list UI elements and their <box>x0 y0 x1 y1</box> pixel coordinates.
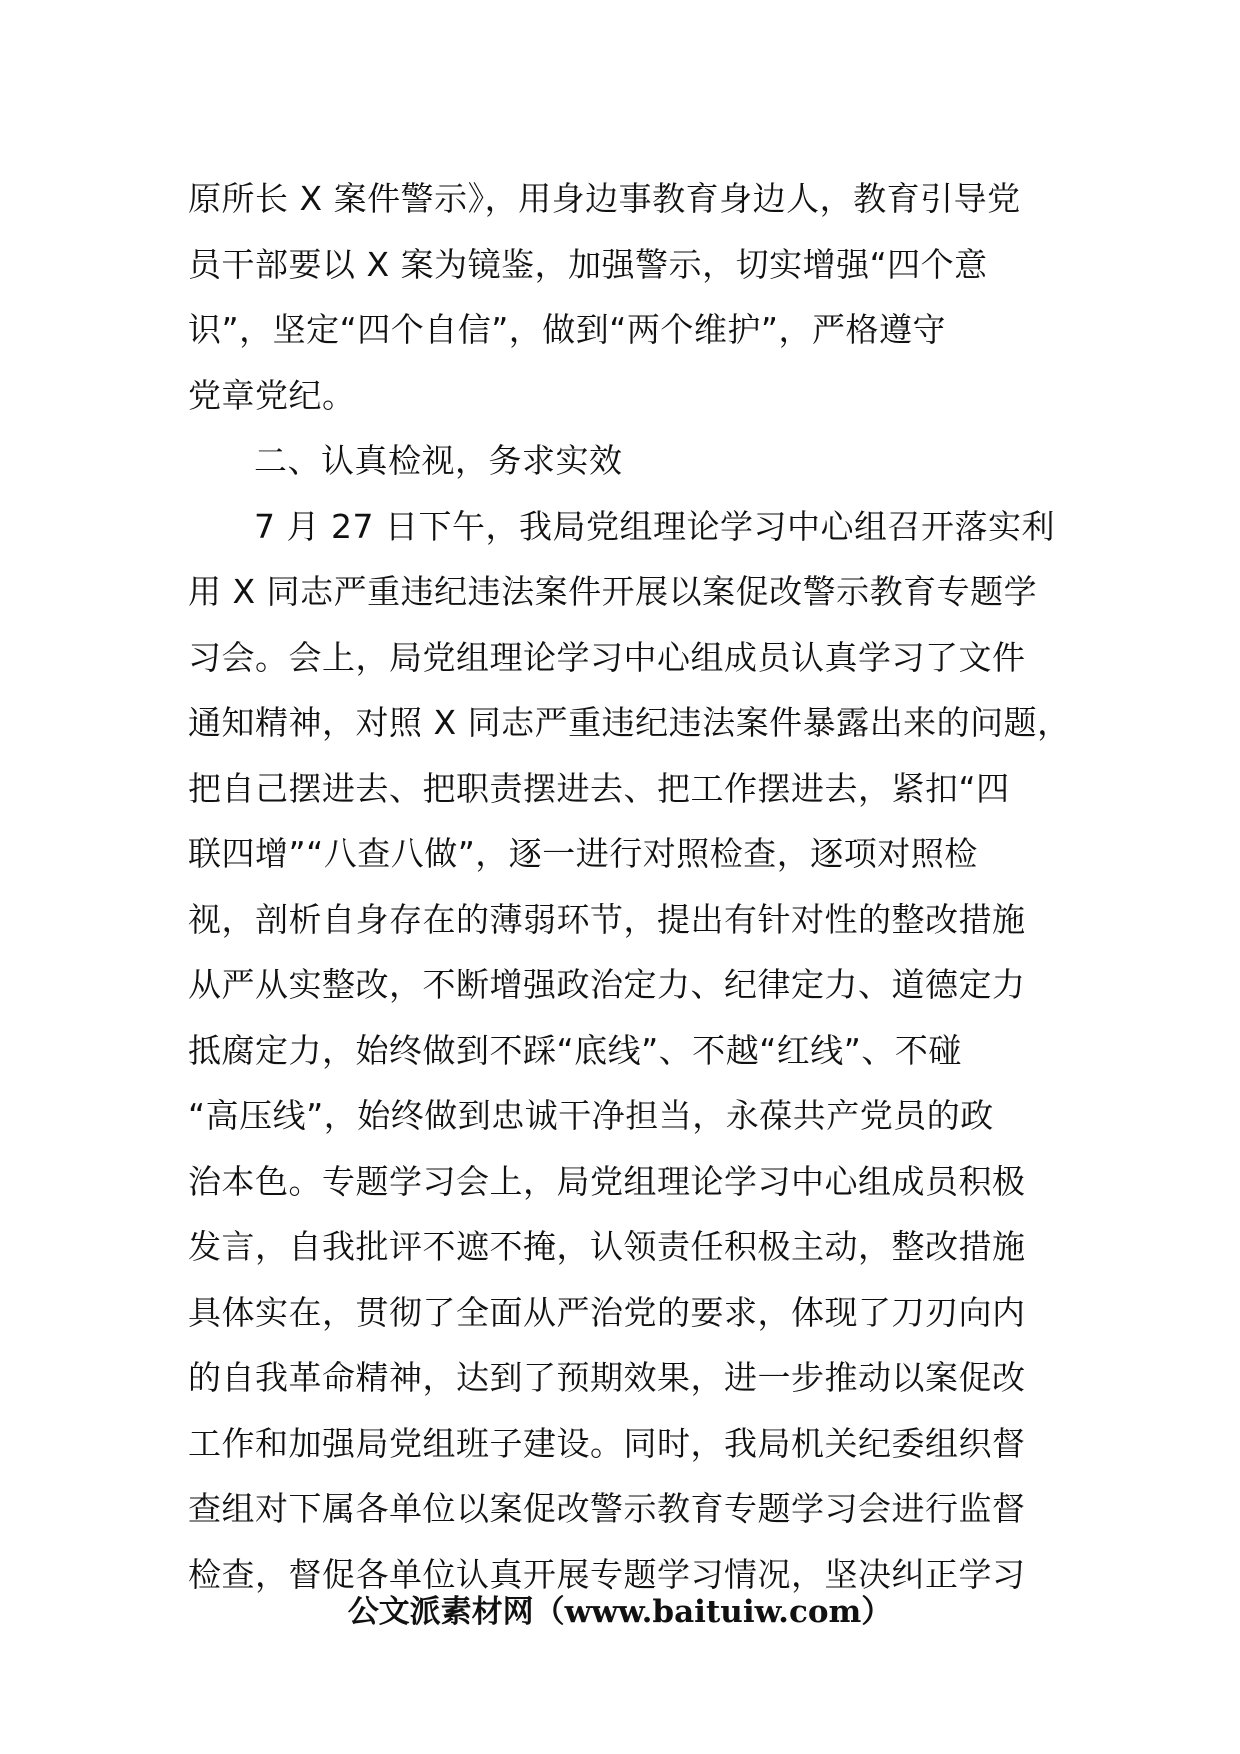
section-heading: 二、认真检视，务求实效 <box>254 441 623 480</box>
paragraph-line: 把自己摆进去、把职责摆进去、把工作摆进去，紧扣“四 <box>188 768 1010 808</box>
paragraph-line: 用 X 同志严重违纪违法案件开展以案促改警示教育专题学 <box>188 572 1038 611</box>
paragraph-line: 视，剖析自身存在的薄弱环节，提出有针对性的整改措施 <box>188 899 1026 939</box>
paragraph-line: 党章党纪。 <box>188 375 356 415</box>
document-body <box>188 166 1071 1607</box>
paragraph-line: 检查，督促各单位认真开展专题学习情况，坚决纠正学习 <box>188 1554 1026 1594</box>
paragraph-line: 查组对下属各单位以案促改警示教育专题学习会进行监督 <box>188 1489 1026 1528</box>
paragraph-line: 具体实在，贯彻了全面从严治党的要求，体现了刀刃向内 <box>188 1292 1026 1332</box>
paragraph-line: 联四增”“八查八做”，逐一进行对照检查，逐项对照检 <box>188 834 978 873</box>
paragraph-1 <box>188 166 1068 428</box>
paragraph-line: 7 月 27 日下午，我局党组理论学习中心组召开落实利 <box>254 506 1055 546</box>
paragraph-line: “高压线”，始终做到忠诚干净担当，永葆共产党员的政 <box>188 1096 994 1135</box>
paragraph-2 <box>188 494 1071 1608</box>
paragraph-line: 识”，坚定“四个自信”，做到“两个维护”，严格遵守 <box>188 310 946 349</box>
paragraph-line: 习会。会上，局党组理论学习中心组成员认真学习了文件 <box>188 637 1026 677</box>
paragraph-line: 通知精神，对照 X 同志严重违纪违法案件暴露出来的问题， <box>188 703 1071 742</box>
paragraph-line: 员干部要以 X 案为镜鉴，加强警示，切实增强“四个意 <box>188 244 988 284</box>
paragraph-line: 治本色。专题学习会上，局党组理论学习中心组成员积极 <box>188 1161 1026 1201</box>
paragraph-line: 原所长 X 案件警示》，用身边事教育身边人，教育引导党 <box>188 179 1021 218</box>
footer-source-line: 公文派素材网（www.baituiw.com） <box>347 1594 893 1630</box>
paragraph-line: 从严从实整改，不断增强政治定力、纪律定力、道德定力 <box>188 965 1026 1004</box>
paragraph-line: 抵腐定力，始终做到不踩“底线”、不越“红线”、不碰 <box>188 1030 962 1070</box>
paragraph-line: 发言，自我批评不遮不掩，认领责任积极主动，整改措施 <box>188 1227 1026 1266</box>
paragraph-line: 的自我革命精神，达到了预期效果，进一步推动以案促改 <box>188 1358 1026 1397</box>
paragraph-line: 工作和加强局党组班子建设。同时，我局机关纪委组织督 <box>188 1423 1026 1463</box>
